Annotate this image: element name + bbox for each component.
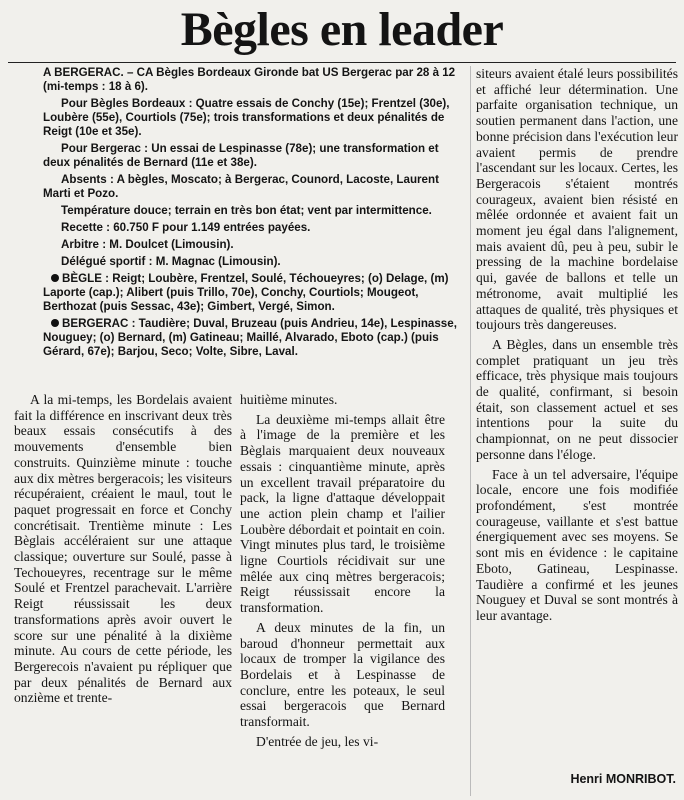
bullet-icon xyxy=(51,319,59,327)
recette: Recette : 60.750 F pour 1.149 entrées payées. xyxy=(61,221,311,234)
bullet-icon xyxy=(51,274,59,282)
column-divider xyxy=(470,66,471,796)
paragraph: siteurs avaient étalé leurs possibilités et affiché leur détermination. Une parfaite organisation technique, un soutien permanent dans l'action, une bonne précision dans l'exécution leur avaient permis de prendre l'ascendant sur les locaux. Certes, les Bergeracois s'étaient montrés courageux, avaient bien résisté en mêlée ordonnée et avaient fait un moment jeu égal dans l'alignement, mais avaient dû, peu à peu, subir le pressing de la machine bordelaise qui, gavée de ballons et telle un métronome, avait multiplié les attaques de qualité, très physiques et toujours très dangereuses. xyxy=(476,66,678,333)
article-column-middle xyxy=(240,392,445,753)
paragraph: D'entrée de jeu, les vi- xyxy=(256,733,379,749)
arbitre: Arbitre : M. Doulcet (Limousin). xyxy=(61,238,234,251)
bergerac-lineup xyxy=(43,317,468,359)
author-signature: Henri MONRIBOT. xyxy=(570,772,676,786)
absents: Absents : A bègles, Moscato; à Bergerac, Counord, Lacoste, Laurent Marti et Pozo. xyxy=(43,173,439,200)
bergerac-scorers: Pour Bergerac : Un essai de Lespinasse (78e); une transformation et deux pénalités de Bernard (11e et 38e). xyxy=(43,142,439,169)
match-info xyxy=(43,66,468,362)
article-column-left xyxy=(14,392,232,710)
delegue: Délégué sportif : M. Magnac (Limousin). xyxy=(61,255,281,268)
paragraph: Face à un tel adversaire, l'équipe locale, encore une fois modifiée profondément, s'est montrée courageuse, vaillante et s'est battue énergiquement avec ses moyens. Se sont mis en évidence : le capitaine Eboto, Gatineau, Lespinasse. Taudière a confirmé et les jeunes Nouguey et Duval se sont montrés à leur avantage. xyxy=(476,466,678,623)
begle-lineup-text: BÈGLE : Reigt; Loubère, Frentzel, Soulé, Téchoueyres; (o) Delage, (m) Laporte (cap.); Alibert (puis Trillo, 70e), Conchy, Courtiols; Mougeot, Berthozat (puis Sessac, 43e); Gimbert, Vergé, Simon. xyxy=(43,272,449,313)
bergerac-lineup-text: BERGERAC : Taudière; Duval, Bruzeau (puis Andrieu, 14e), Lespinasse, Nouguey; (o) Bernard, (m) Gatineau; Maillé, Alvarado, Eboto (cap.) (puis Gérard, 67e); Barjou, Seco; Volte, Sibre, Laval. xyxy=(43,317,457,358)
paragraph: A deux minutes de la fin, un baroud d'honneur permettait aux locaux de tromper la vigilance des Bordelais et à Lespinasse de conclure, entre les poteaux, le seul essai bergeracois que Bernard transformait. xyxy=(240,619,445,730)
paragraph: huitième minutes. xyxy=(240,392,338,407)
headline: Bègles en leader xyxy=(180,3,504,56)
begles-scorers: Pour Bègles Bordeaux : Quatre essais de Conchy (15e); Frentzel (30e), Loubère (55e), Courtiols (75e); trois transformations et deux pénalités de Reigt (10e et 35e). xyxy=(43,97,450,138)
paragraph: A Bègles, dans un ensemble très complet pratiquant un jeu très efficace, très physique mais toujours de qualité, confirmant, si besoin était, son classement actuel et ses intentions pour la suite du championnat, on ne peut dissocier personne dans l'éloge. xyxy=(476,336,678,462)
begle-lineup xyxy=(43,272,468,314)
match-result: A BERGERAC. – CA Bègles Bordeaux Gironde bat US Bergerac par 28 à 12 (mi-temps : 18 à 6). xyxy=(43,66,456,93)
paragraph: A la mi-temps, les Bordelais avaient fait la différence en inscrivant deux très beaux essais consécutifs à des mouvements d'ensemble bien construits. Quinzième minute : touche aux dix mètres bergeracois; les visiteurs récupéraient, créaient le maul, tout le paquet progressait en force et Conchy concrétisait. Trentième minute : Les Bèglais accéléraient sur une attaque classique; ouverture sur Soulé, passe à Techoueyres, recentrage sur le même Soulé et Frentzel parachevait. L'arrière Reigt réussissait les deux transformations après avoir ouvert le score sur une pénalité à la dixième minute. Au cours de cette période, les Bergerecois n'avaient pu répliquer que par deux pénalités de Bernard aux onzième et trente- xyxy=(14,392,232,706)
weather: Température douce; terrain en très bon état; vent par intermittence. xyxy=(61,204,432,217)
article-column-right xyxy=(476,66,678,628)
paragraph: La deuxième mi-temps allait être à l'image de la première et les Bèglais marquaient deux nouveaux essais : cinquantième minute, après un excellent travail préparatoire du pack, la ligne d'attaque développait une action plein champ et l'ailier Loubère débordait et pointait en coin. Vingt minutes plus tard, le troisième ligne Courtiols récidivait sur une mêlée aux cinq mètres bergeracois; Reigt réussissait encore la transformation. xyxy=(240,411,445,616)
headline-rule xyxy=(8,62,676,63)
